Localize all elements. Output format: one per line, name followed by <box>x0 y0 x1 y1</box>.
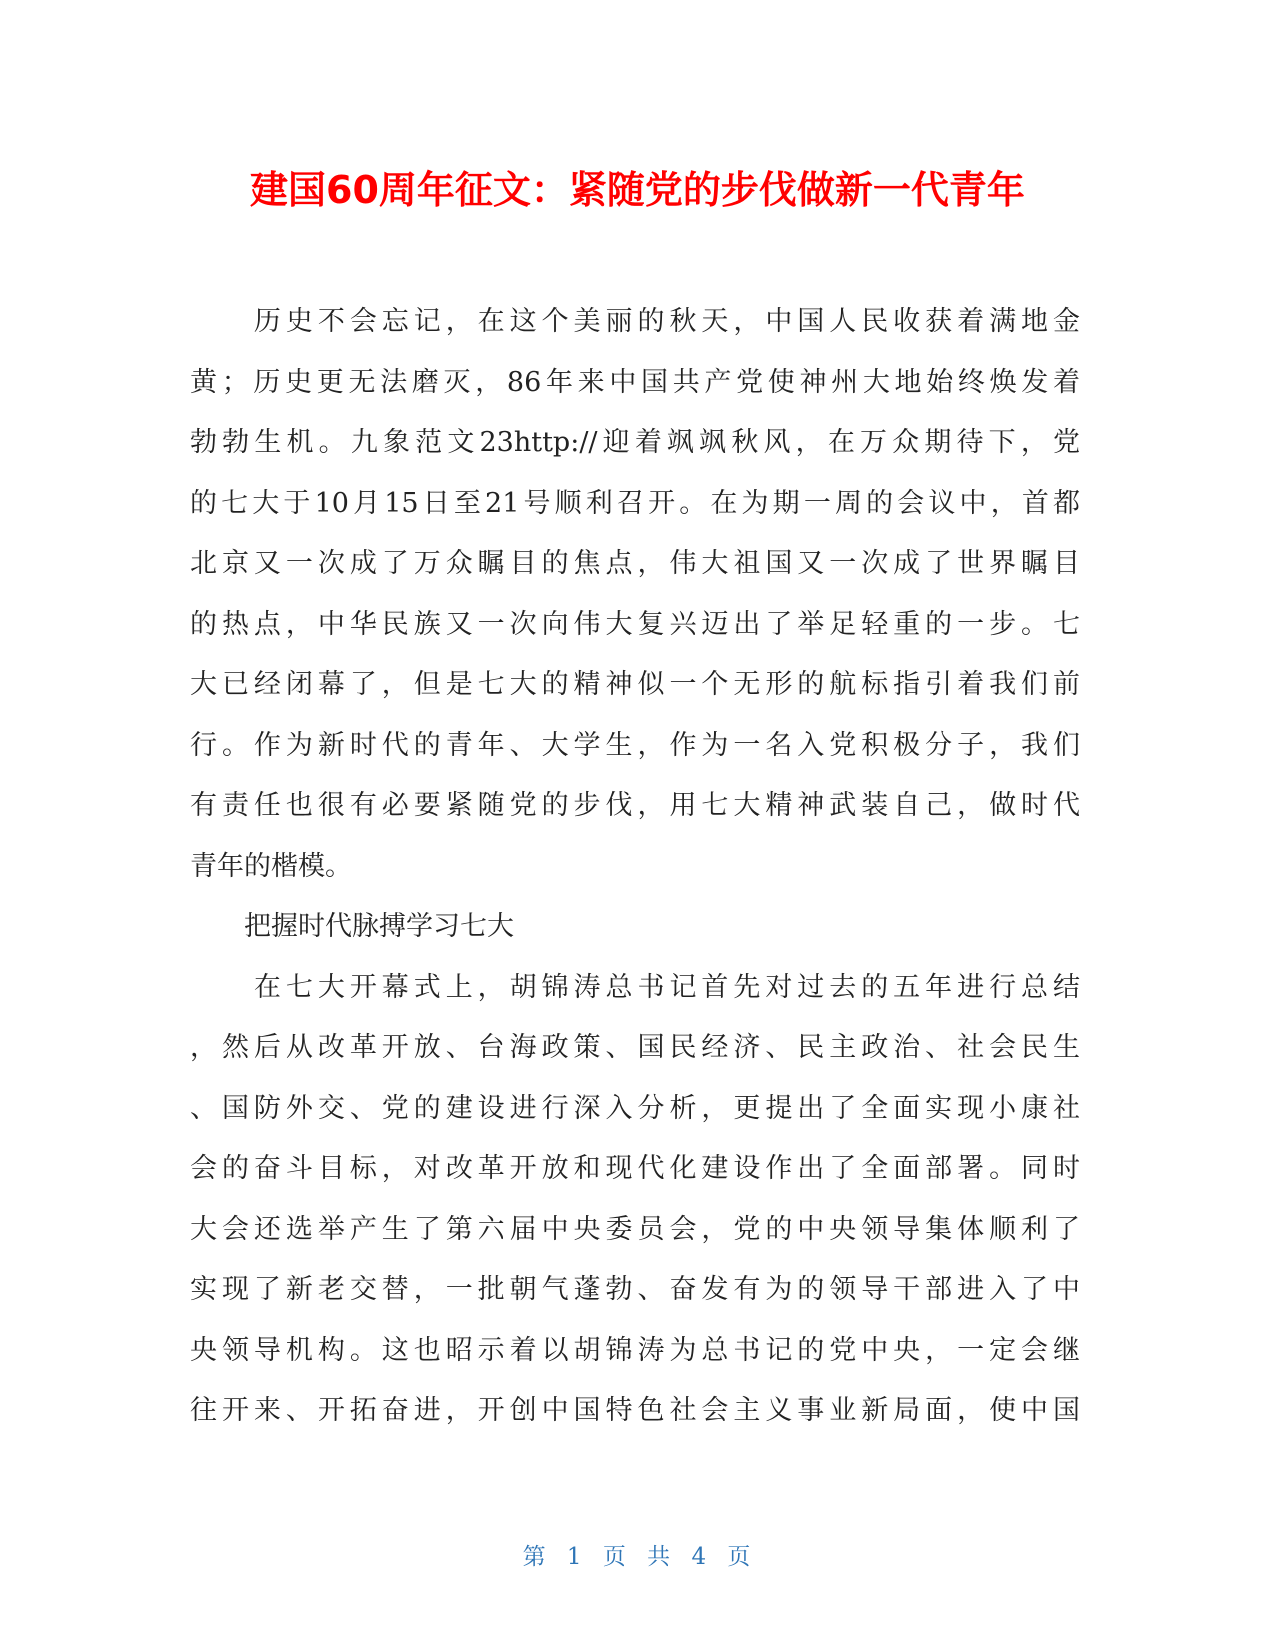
body-line-5: 北京又一次成了万众瞩目的焦点，伟大祖国又一次成了世界瞩目 <box>190 548 1080 579</box>
section-heading: 把握时代脉搏学习七大 <box>190 911 514 942</box>
body-line-2: 黄；历史更无法磨灭，86年来中国共产党使神州大地始终焕发着 <box>190 366 1080 398</box>
body-line-14: 、国防外交、党的建设进行深入分析，更提出了全面实现小康社 <box>190 1092 1080 1124</box>
body-line-10: 青年的楷模。 <box>190 850 352 882</box>
body-line-12: 在七大开幕式上，胡锦涛总书记首先对过去的五年进行总结 <box>190 971 1080 1003</box>
body-line-16: 大会还选举产生了第六届中央委员会，党的中央领导集体顺利了 <box>190 1213 1080 1245</box>
body-line-3: 勃勃生机。九象范文23http://迎着飒飒秋风，在万众期待下，党 <box>190 427 1080 458</box>
body-line-15: 会的奋斗目标，对改革开放和现代化建设作出了全面部署。同时 <box>190 1153 1080 1184</box>
body-line-13: ，然后从改革开放、台海政策、国民经济、民主政治、社会民生 <box>190 1032 1080 1063</box>
document-title: 建国60周年征文：紧随党的步伐做新一代青年 <box>250 168 1025 212</box>
body-line-4: 的七大于10月15日至21号顺利召开。在为期一周的会议中，首都 <box>190 487 1080 519</box>
body-line-8: 行。作为新时代的青年、大学生，作为一名入党积极分子，我们 <box>190 729 1080 761</box>
document-body <box>190 292 1080 1442</box>
body-line-19: 往开来、开拓奋进，开创中国特色社会主义事业新局面，使中国 <box>190 1395 1080 1426</box>
body-line-7: 大已经闭幕了，但是七大的精神似一个无形的航标指引着我们前 <box>190 669 1080 700</box>
body-line-9: 有责任也很有必要紧随党的步伐，用七大精神武装自己，做时代 <box>190 790 1080 821</box>
body-line-1: 历史不会忘记，在这个美丽的秋天，中国人民收获着满地金 <box>190 306 1080 337</box>
body-line-6: 的热点，中华民族又一次向伟大复兴迈出了举足轻重的一步。七 <box>190 608 1080 640</box>
page-footer: 第 1 页 共 4 页 <box>522 1544 753 1570</box>
body-line-17: 实现了新老交替，一批朝气蓬勃、奋发有为的领导干部进入了中 <box>190 1274 1080 1305</box>
body-line-18: 央领导机构。这也昭示着以胡锦涛为总书记的党中央，一定会继 <box>190 1334 1080 1366</box>
